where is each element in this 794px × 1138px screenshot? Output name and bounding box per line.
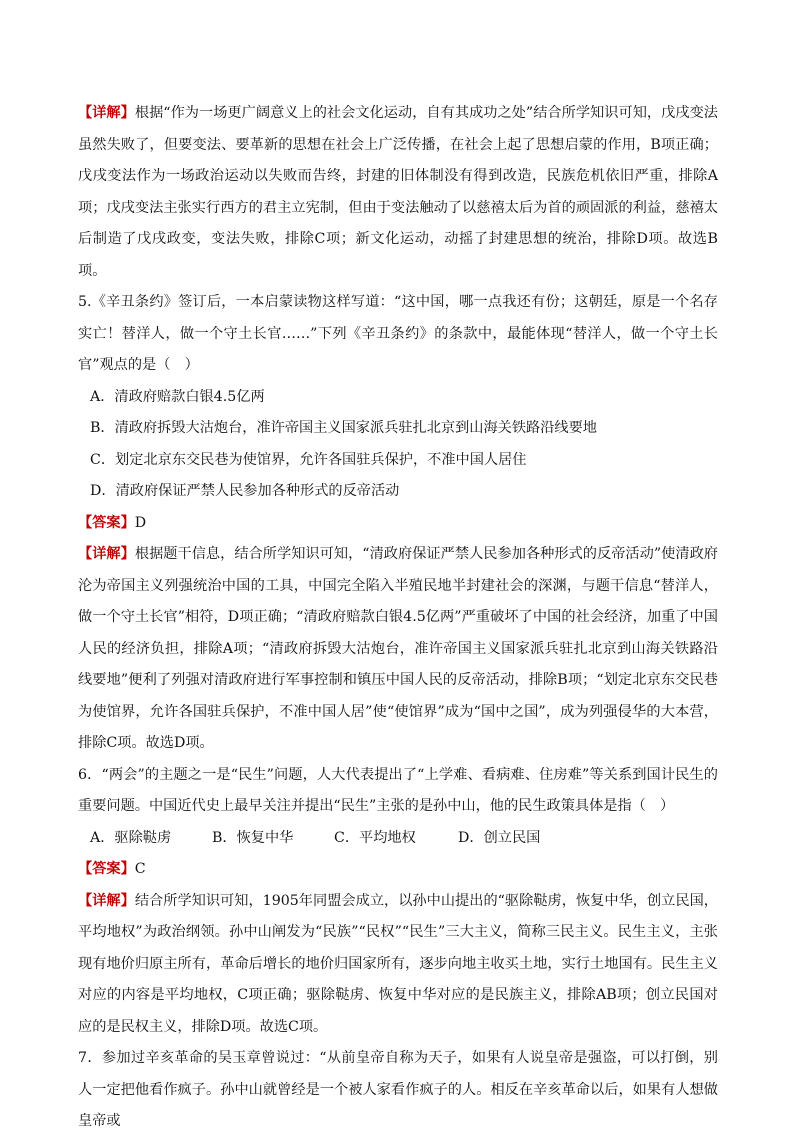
question-5-option-b: B．清政府拆毁大沽炮台，准许帝国主义国家派兵驻扎北京到山海关铁路沿线要地: [90, 420, 597, 436]
question-6-option-b: B．恢复中华: [212, 829, 294, 846]
explanation-text: 结合所学知识可知，1905年同盟会成立，以孙中山提出的“驱除鞑虏，恢复中华，创立民国，平均地权”为政治纲领。孙中山阐发为“民族”“民权”“民生”三大主义，简称三民主义。民生主义，主张现有地价归原主所有，革命后增长的地价归国家所有，逐步向地主收买土地，实行土地国有。民生主义对应的内容是平均地权，C项正确；驱除鞑虏、恢复中华对应的是民族主义，排除AB项；创立民国对应的是民权主义，排除D项。故选C项。: [78, 892, 718, 1035]
explanation-text: 根据“作为一场更广阔意义上的社会文化运动，自有其成功之处”结合所学知识可知，戊戌变法虽然失败了，但要变法、要革新的思想在社会上广泛传播，在社会上起了思想启蒙的作用，B项正确；戊戌变法作为一场政治运动以失败而告终，封建的旧体制没有得到改造，民族危机依旧严重，排除A项；戊戌变法主张实行西方的君主立宪制，但由于变法触动了以慈禧太后为首的顽固派的利益，慈禧太后制造了戊戌政变，变法失败，排除C项；新文化运动，动摇了封建思想的统治，排除D项。故选B项。: [78, 105, 718, 279]
question-6-option-c: C．平均地权: [334, 829, 416, 846]
answer-value: D: [134, 514, 147, 531]
answer-tag: 【答案】: [78, 514, 135, 531]
answer-6: [78, 854, 718, 886]
answer-tag: 【答案】: [78, 861, 135, 877]
question-6-option-a: A．驱除鞑虏: [90, 829, 172, 846]
explanation-paragraph: [78, 98, 718, 287]
question-6-option-d: D．创立民国: [458, 829, 541, 846]
explanation-text: 根据题干信息，结合所学知识可知，“清政府保证严禁人民参加各种形式的反帝活动”使清政府沦为帝国主义列强统治中国的工具，中国完全陷入半殖民地半封建社会的深渊，与题干信息“替洋人，做一个守土长官”相符，D项正确；“清政府赔款白银4.5亿两”严重破坏了中国的社会经济，加重了中国人民的经济负担，排除A项；“清政府拆毁大沽炮台，准许帝国主义国家派兵驻扎北京到山海关铁路沿线要地”便利了列强对清政府进行军事控制和镇压中国人民的反帝活动，排除B项；“划定北京东交民巷为使馆界，允许各国驻兵保护，不准中国人居”使“使馆界”成为“国中之国”，成为列强侵华的大本营，排除C项。故选D项。: [78, 546, 718, 751]
explanation-paragraph: [78, 539, 718, 760]
question-5-option-c: C．划定北京东交民巷为使馆界，允许各国驻兵保护，不准中国人居住: [90, 451, 527, 468]
question-6: 6．“两会”的主题之一是“民生”问题，人大代表提出了“上学难、看病难、住房难”等关系到国计民生的重要问题。中国近代史上最早关注并提出“民生”主张的是孙中山，他的民生政策具体是指（ ）: [78, 766, 718, 814]
question-6-options: [78, 823, 718, 855]
detail-tag: 【详解】: [78, 105, 135, 121]
question-7: 7．参加过辛亥革命的吴玉章曾说过：“从前皇帝自称为天子，如果有人说皇帝是强盗，可以打倒，别人一定把他看作疯子。孙中山就曾经是一个被人家看作疯子的人。相反在辛亥革命以后，如果有人想做皇帝或: [78, 1050, 718, 1129]
explanation-paragraph: [78, 886, 718, 1044]
question-5-option-d: D．清政府保证严禁人民参加各种形式的反帝活动: [90, 483, 400, 499]
document-content: [78, 98, 718, 1138]
detail-tag: 【详解】: [78, 546, 135, 562]
detail-tag: 【详解】: [78, 892, 135, 909]
question-5: 5.《辛丑条约》签订后，一本启蒙读物这样写道：“这中国，哪一点我还有份；这朝廷，原是一个名存实亡！替洋人，做一个守土长官……”下列《辛丑条约》的条款中，最能体现“替洋人，做一个守土长官”观点的是（ ）: [78, 294, 718, 373]
question-5-option-a: A．清政府赔款白银4.5亿两: [90, 388, 265, 405]
answer-5: [78, 508, 718, 540]
answer-value: C: [134, 861, 146, 877]
